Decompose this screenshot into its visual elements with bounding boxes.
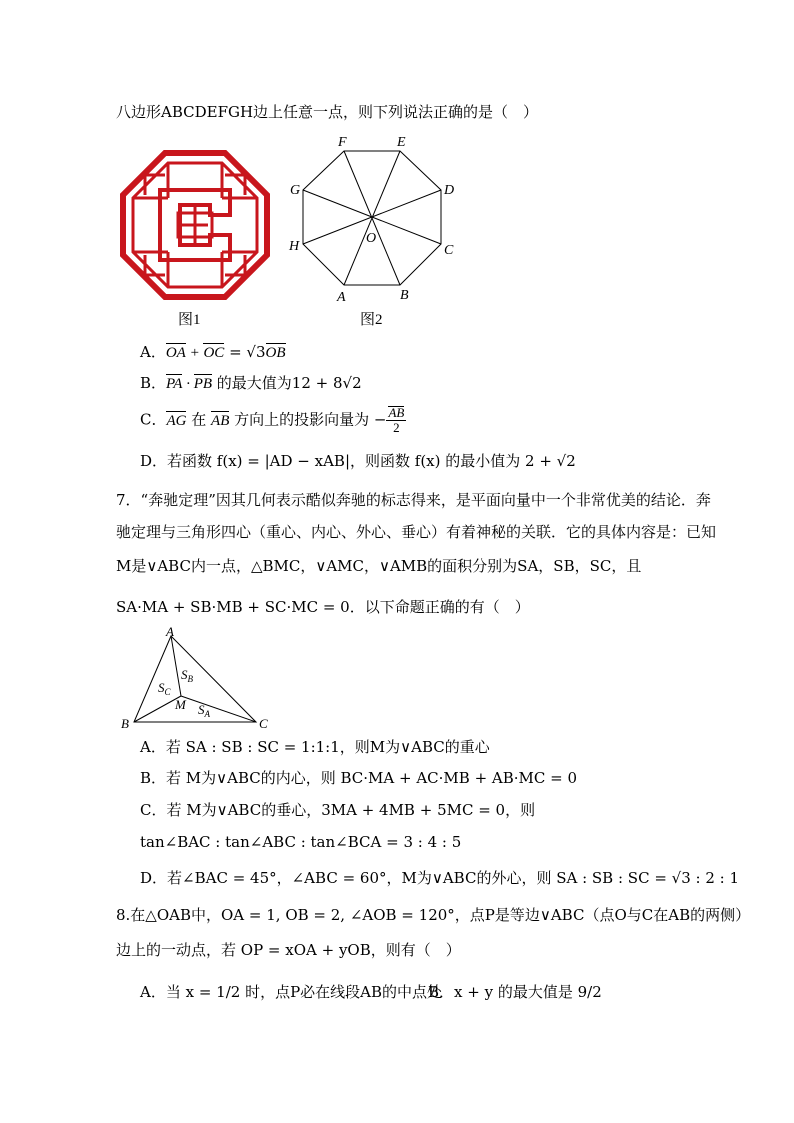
q6-option-c: C．AG 在 AB 方向上的投影向量为 − $\frac{AB}{2}$ xyxy=(140,405,405,435)
octagon-figure xyxy=(282,132,472,307)
q7-line2: 驰定理与三角形四心（重心、内心、外心、垂心）有着神秘的关联．它的具体内容是：已知 xyxy=(116,523,717,541)
figure1-caption: 图1 xyxy=(178,312,201,328)
q7-option-a: A．若 SA : SB : SC = 1:1:1，则M为∨ABC的重心 xyxy=(140,738,490,756)
q8-line1: 8.在△OAB中，OA = 1, OB = 2, ∠AOB = 120°，点P是等边∨ABC（点O与C在AB的两侧） xyxy=(116,906,751,924)
label-F: F xyxy=(338,135,347,150)
tri-label-SC: $S_C$ xyxy=(158,680,171,697)
q7-option-c-line1: C．若 M为∨ABC的垂心，3MA + 4MB + 5MC = 0，则 xyxy=(140,801,536,819)
tri-label-B: B xyxy=(121,716,129,730)
label-B: B xyxy=(400,288,409,303)
tri-label-SA: $S_A$ xyxy=(198,702,210,719)
q7-line3: M是∨ABC内一点，△BMC，∨AMC，∨AMB的面积分别为SA，SB，SC，且 xyxy=(116,557,642,575)
tri-label-A: A xyxy=(166,624,174,639)
figure2-caption: 图2 xyxy=(360,312,383,328)
q8-line2: 边上的一动点，若 OP = xOA + yOB，则有（ ） xyxy=(116,941,461,959)
lattice-window-figure xyxy=(120,150,270,300)
q7-option-d: D．若∠BAC = 45°，∠ABC = 60°，M为∨ABC的外心，则 SA : SB : SC = √3 : 2 : 1 xyxy=(140,869,740,887)
label-A: A xyxy=(337,290,346,305)
q6-option-b: B．PA · PB 的最大值为12 + 8√2 xyxy=(140,374,362,392)
label-O: O xyxy=(366,231,377,246)
triangle-figure xyxy=(116,624,276,730)
q8-option-b: B．x + y 的最大值是 9/2 xyxy=(428,983,602,1001)
label-E: E xyxy=(397,135,406,150)
q7-line4: SA·MA + SB·MB + SC·MC = 0．以下命题正确的有（ ） xyxy=(116,598,530,616)
label-H: H xyxy=(289,239,300,254)
label-G: G xyxy=(290,183,301,198)
tri-label-SB: $S_B$ xyxy=(181,667,193,684)
q6-option-d: D．若函数 f(x) = |AD − xAB|，则函数 f(x) 的最小值为 2 + √2 xyxy=(140,452,576,470)
q7-line1: 7．“奔驰定理”因其几何表示酷似奔驰的标志得来，是平面向量中一个非常优美的结论．奔 xyxy=(116,491,711,509)
label-C: C xyxy=(444,243,454,258)
q7-option-b: B．若 M为∨ABC的内心，则 BC·MA + AC·MB + AB·MC = 0 xyxy=(140,769,578,787)
question-intro: 八边形ABCDEFGH边上任意一点，则下列说法正确的是（ ） xyxy=(116,103,539,121)
label-D: D xyxy=(444,183,455,198)
tri-label-C: C xyxy=(259,716,268,730)
tri-label-M: M xyxy=(175,697,186,712)
q7-option-c-line2: tan∠BAC : tan∠ABC : tan∠BCA = 3 : 4 : 5 xyxy=(140,833,462,851)
q8-option-a: A．当 x = 1/2 时，点P必在线段AB的中点处 xyxy=(140,983,443,1001)
q6-option-a: A．OA + OC = √3OB xyxy=(140,343,286,361)
